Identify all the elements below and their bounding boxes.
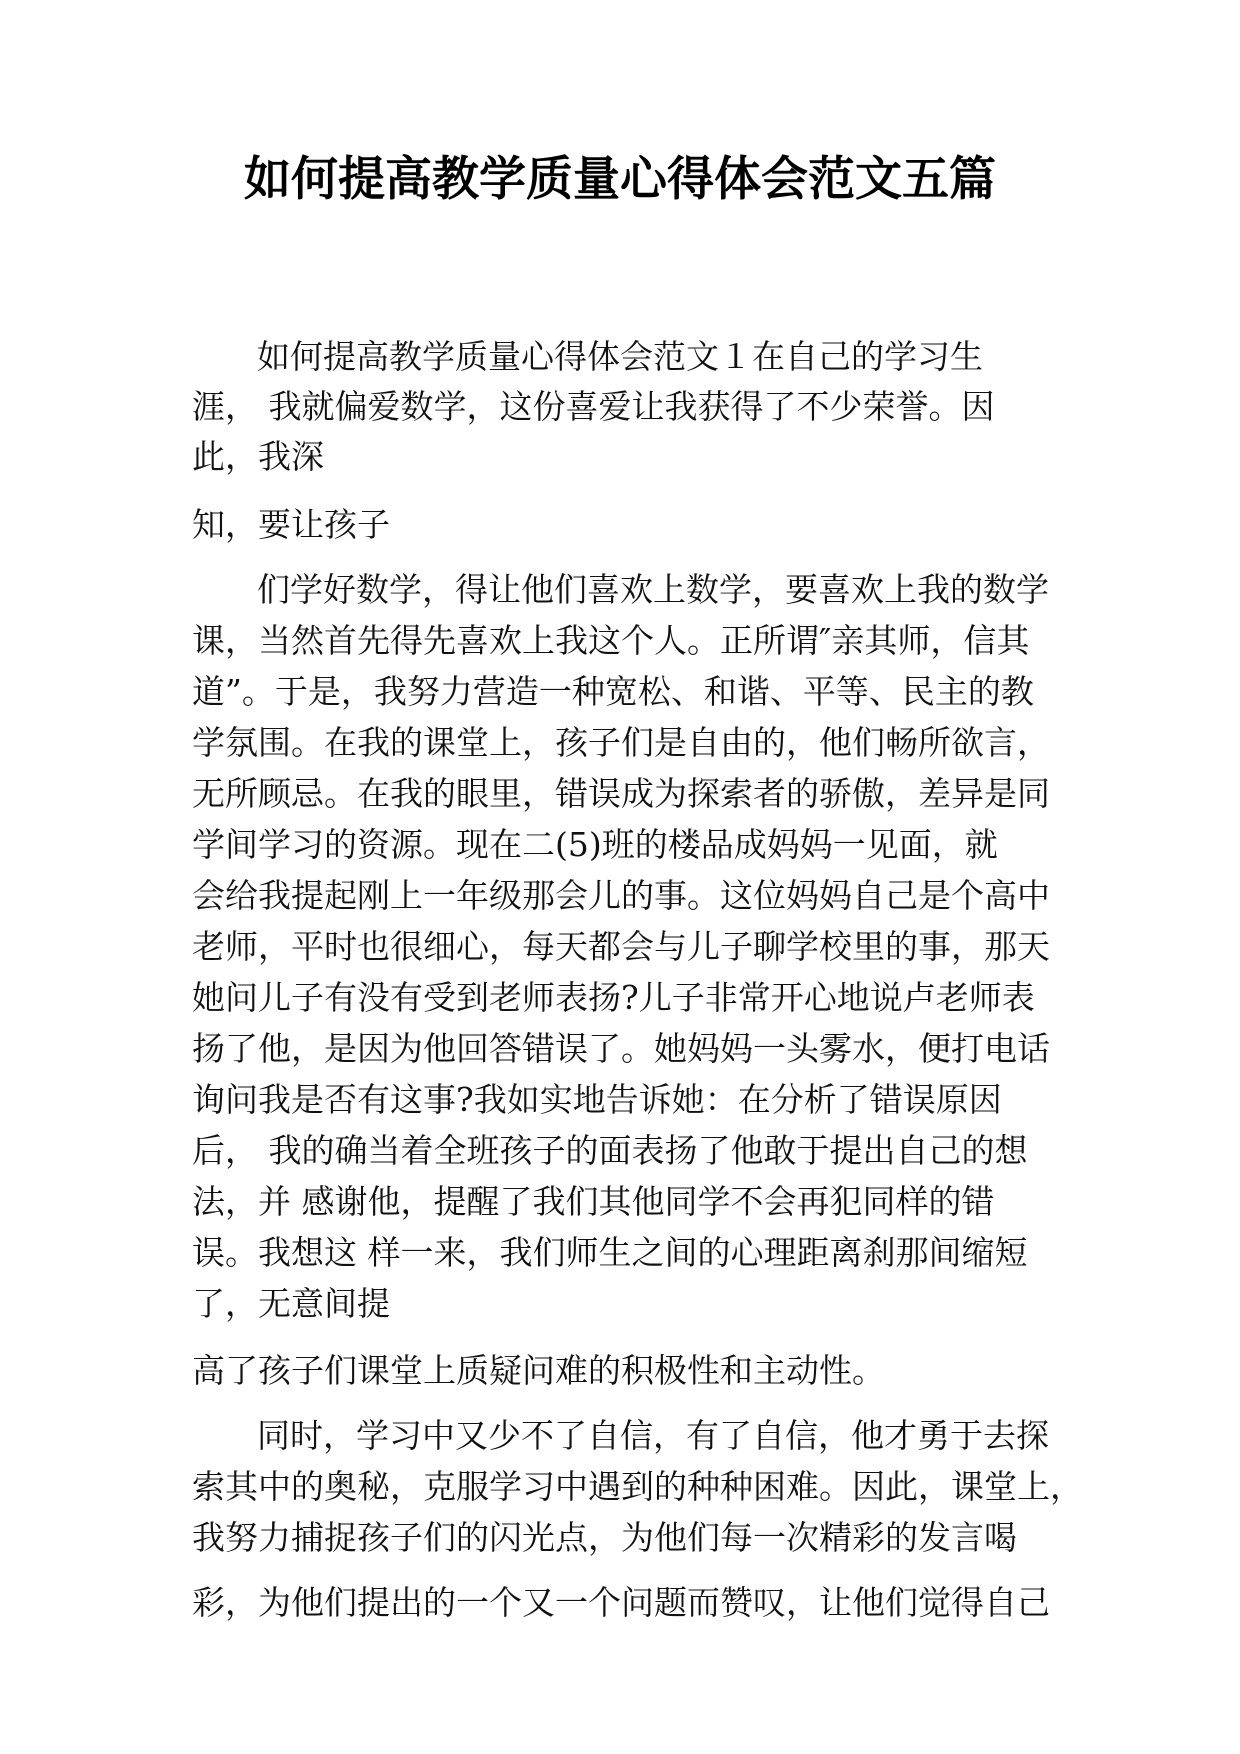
body-line: 询问我是否有这事?我如实地告诉她：在分析了错误原因 [192, 1080, 1002, 1119]
body-line: 知，要让孩子 [192, 505, 390, 544]
body-line: 此，我深 [192, 437, 324, 476]
body-line: 法，并 感谢他，提醒了我们其他同学不会再犯同样的错 [192, 1182, 995, 1221]
body-line: 她问儿子有没有受到老师表扬?儿子非常开心地说卢老师表 [192, 978, 1035, 1017]
body-line: 我努力捕捉孩子们的闪光点，为他们每一次精彩的发言喝 [192, 1518, 1017, 1557]
body-line: 高了孩子们课堂上质疑问难的积极性和主动性。 [192, 1351, 885, 1390]
body-line: 索其中的奥秘，克服学习中遇到的种种困难。因此，课堂上， [192, 1467, 1083, 1506]
body-line: 们学好数学，得让他们喜欢上数学，要喜欢上我的数学 [257, 570, 1049, 609]
body-line: 道”。于是，我努力营造一种宽松、和谐、平等、民主的教 [192, 672, 1034, 711]
body-line: 会给我提起刚上一年级那会儿的事。这位妈妈自己是个高中 [192, 876, 1050, 915]
body-line: 学间学习的资源。现在二(5)班的楼品成妈妈一见面，就 [192, 825, 998, 864]
body-line: 同时，学习中又少不了自信，有了自信，他才勇于去探 [257, 1416, 1049, 1455]
body-line: 误。我想这 样一来，我们师生之间的心理距离刹那间缩短 [192, 1233, 1028, 1272]
body-line: 老师，平时也很细心，每天都会与儿子聊学校里的事，那天 [192, 927, 1050, 966]
document-title: 如何提高教学质量心得体会范文五篇 [244, 152, 996, 207]
body-line: 了，无意间提 [192, 1284, 390, 1323]
body-line: 无所顾忌。在我的眼里，错误成为探索者的骄傲，差异是同 [192, 774, 1050, 813]
body-line: 学氛围。在我的课堂上，孩子们是自由的，他们畅所欲言， [192, 723, 1050, 762]
body-line: 课，当然首先得先喜欢上我这个人。正所谓″亲其师，信其 [192, 621, 1030, 660]
body-line: 涯， 我就偏爱数学，这份喜爱让我获得了不少荣誉。因 [192, 387, 995, 426]
body-line: 后， 我的确当着全班孩子的面表扬了他敢于提出自己的想 [192, 1131, 1028, 1170]
body-line: 如何提高教学质量心得体会范文１在自己的学习生 [257, 337, 983, 376]
body-line: 扬了他，是因为他回答错误了。她妈妈一头雾水，便打电话 [192, 1029, 1050, 1068]
body-line: 彩，为他们提出的一个又一个问题而赞叹，让他们觉得自己 [192, 1583, 1050, 1622]
